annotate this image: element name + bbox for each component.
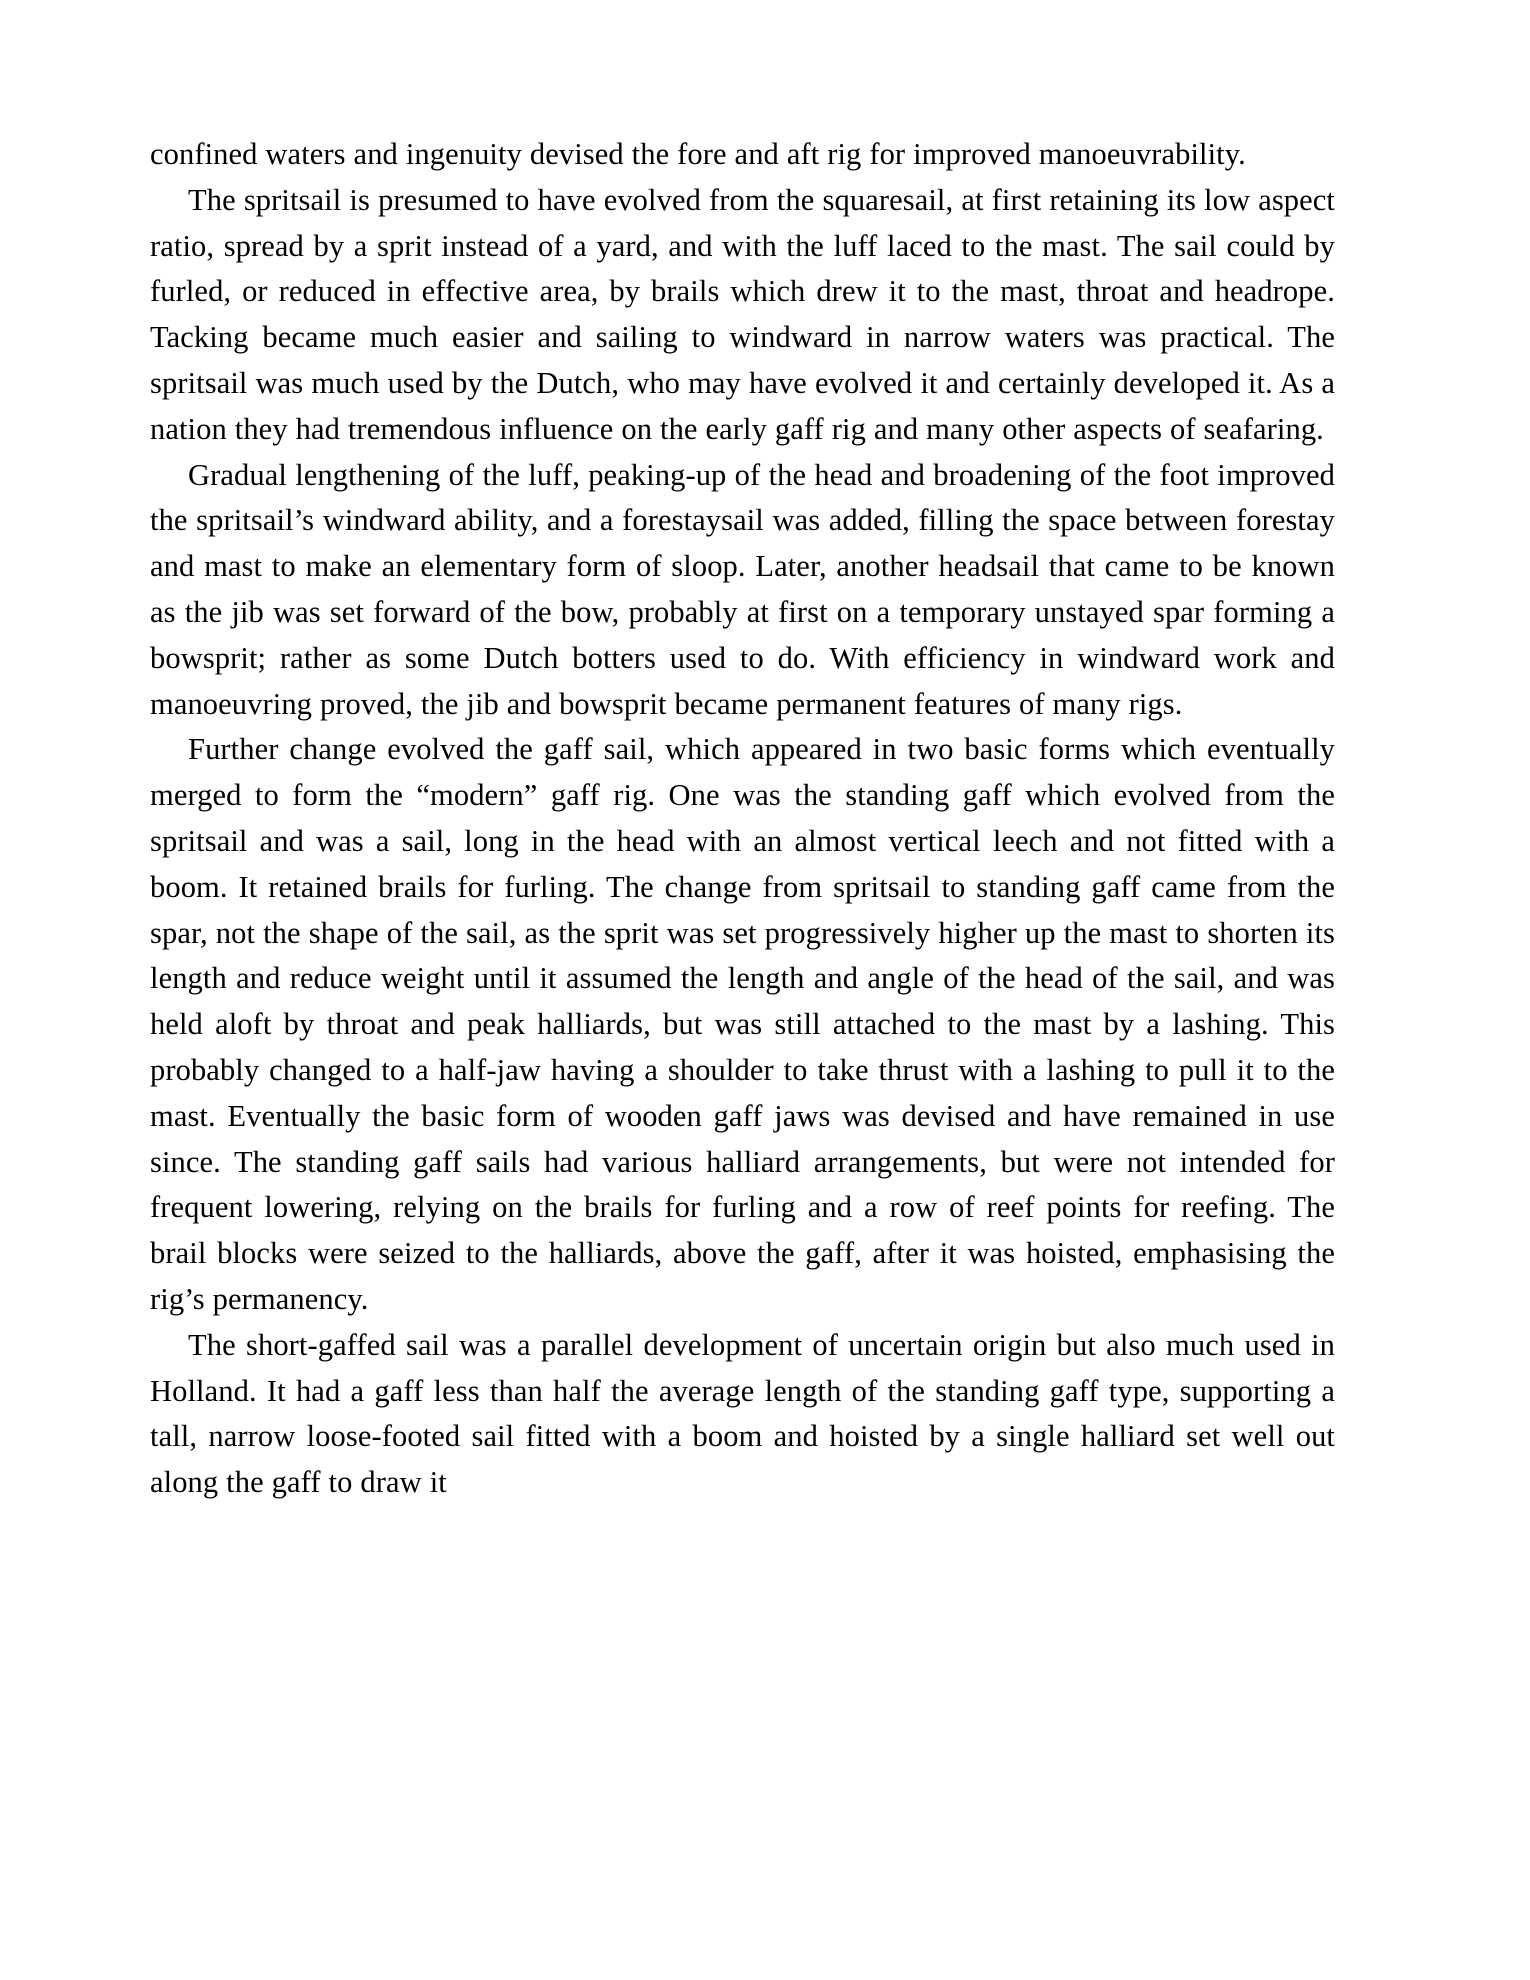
paragraph-continued: confined waters and ingenuity devised the fore and aft rig for improved manoeuvrability. bbox=[150, 137, 1246, 171]
paragraph-short-gaffed: The short-gaffed sail was a parallel development of uncertain origin but also much used in Holland. It had a gaff less than half the average length of the standing gaff type, supporting a tall, narrow loose-footed sail fitted with a boom and hoisted by a single halliard set well out along the gaff to draw it bbox=[150, 1327, 1335, 1500]
body-text-column bbox=[150, 132, 1335, 1506]
paragraph-gradual-lengthening: Gradual lengthening of the luff, peaking-up of the head and broadening of the foot improved the spritsail’s windward ability, and a forestaysail was added, filling the space between forestay and mast to make an elementary form of sloop. Later, another headsail that came to be known as the jib was set forward of the bow, probably at first on a temporary unstayed spar forming a bowsprit; rather as some Dutch botters used to do. With efficiency in windward work and manoeuvring proved, the jib and bowsprit became permanent features of many rigs. bbox=[150, 457, 1335, 721]
paragraph-spritsail-evolution: The spritsail is presumed to have evolved from the squaresail, at first retaining its low aspect ratio, spread by a sprit instead of a yard, and with the luff laced to the mast. The sail could by furled, or reduced in effective area, by brails which drew it to the mast, throat and headrope. Tacking became much easier and sailing to windward in narrow waters was practical. The spritsail was much used by the Dutch, who may have evolved it and certainly developed it. As a nation they had tremendous influence on the early gaff rig and many other aspects of seafaring. bbox=[150, 182, 1335, 446]
paragraph-further-change: Further change evolved the gaff sail, which appeared in two basic forms which eventually merged to form the “modern” gaff rig. One was the standing gaff which evolved from the spritsail and was a sail, long in the head with an almost vertical leech and not fitted with a boom. It retained brails for furling. The change from spritsail to standing gaff came from the spar, not the shape of the sail, as the sprit was set progressively higher up the mast to shorten its length and reduce weight until it assumed the length and angle of the head of the sail, and was held aloft by throat and peak halliards, but was still attached to the mast by a lashing. This probably changed to a half-jaw having a shoulder to take thrust with a lashing to pull it to the mast. Eventually the basic form of wooden gaff jaws was devised and have remained in use since. The standing gaff sails had various halliard arrangements, but were not intended for frequent lowering, relying on the brails for furling and a row of reef points for reefing. The brail blocks were seized to the halliards, above the gaff, after it was hoisted, emphasising the rig’s permanency. bbox=[150, 732, 1335, 1316]
